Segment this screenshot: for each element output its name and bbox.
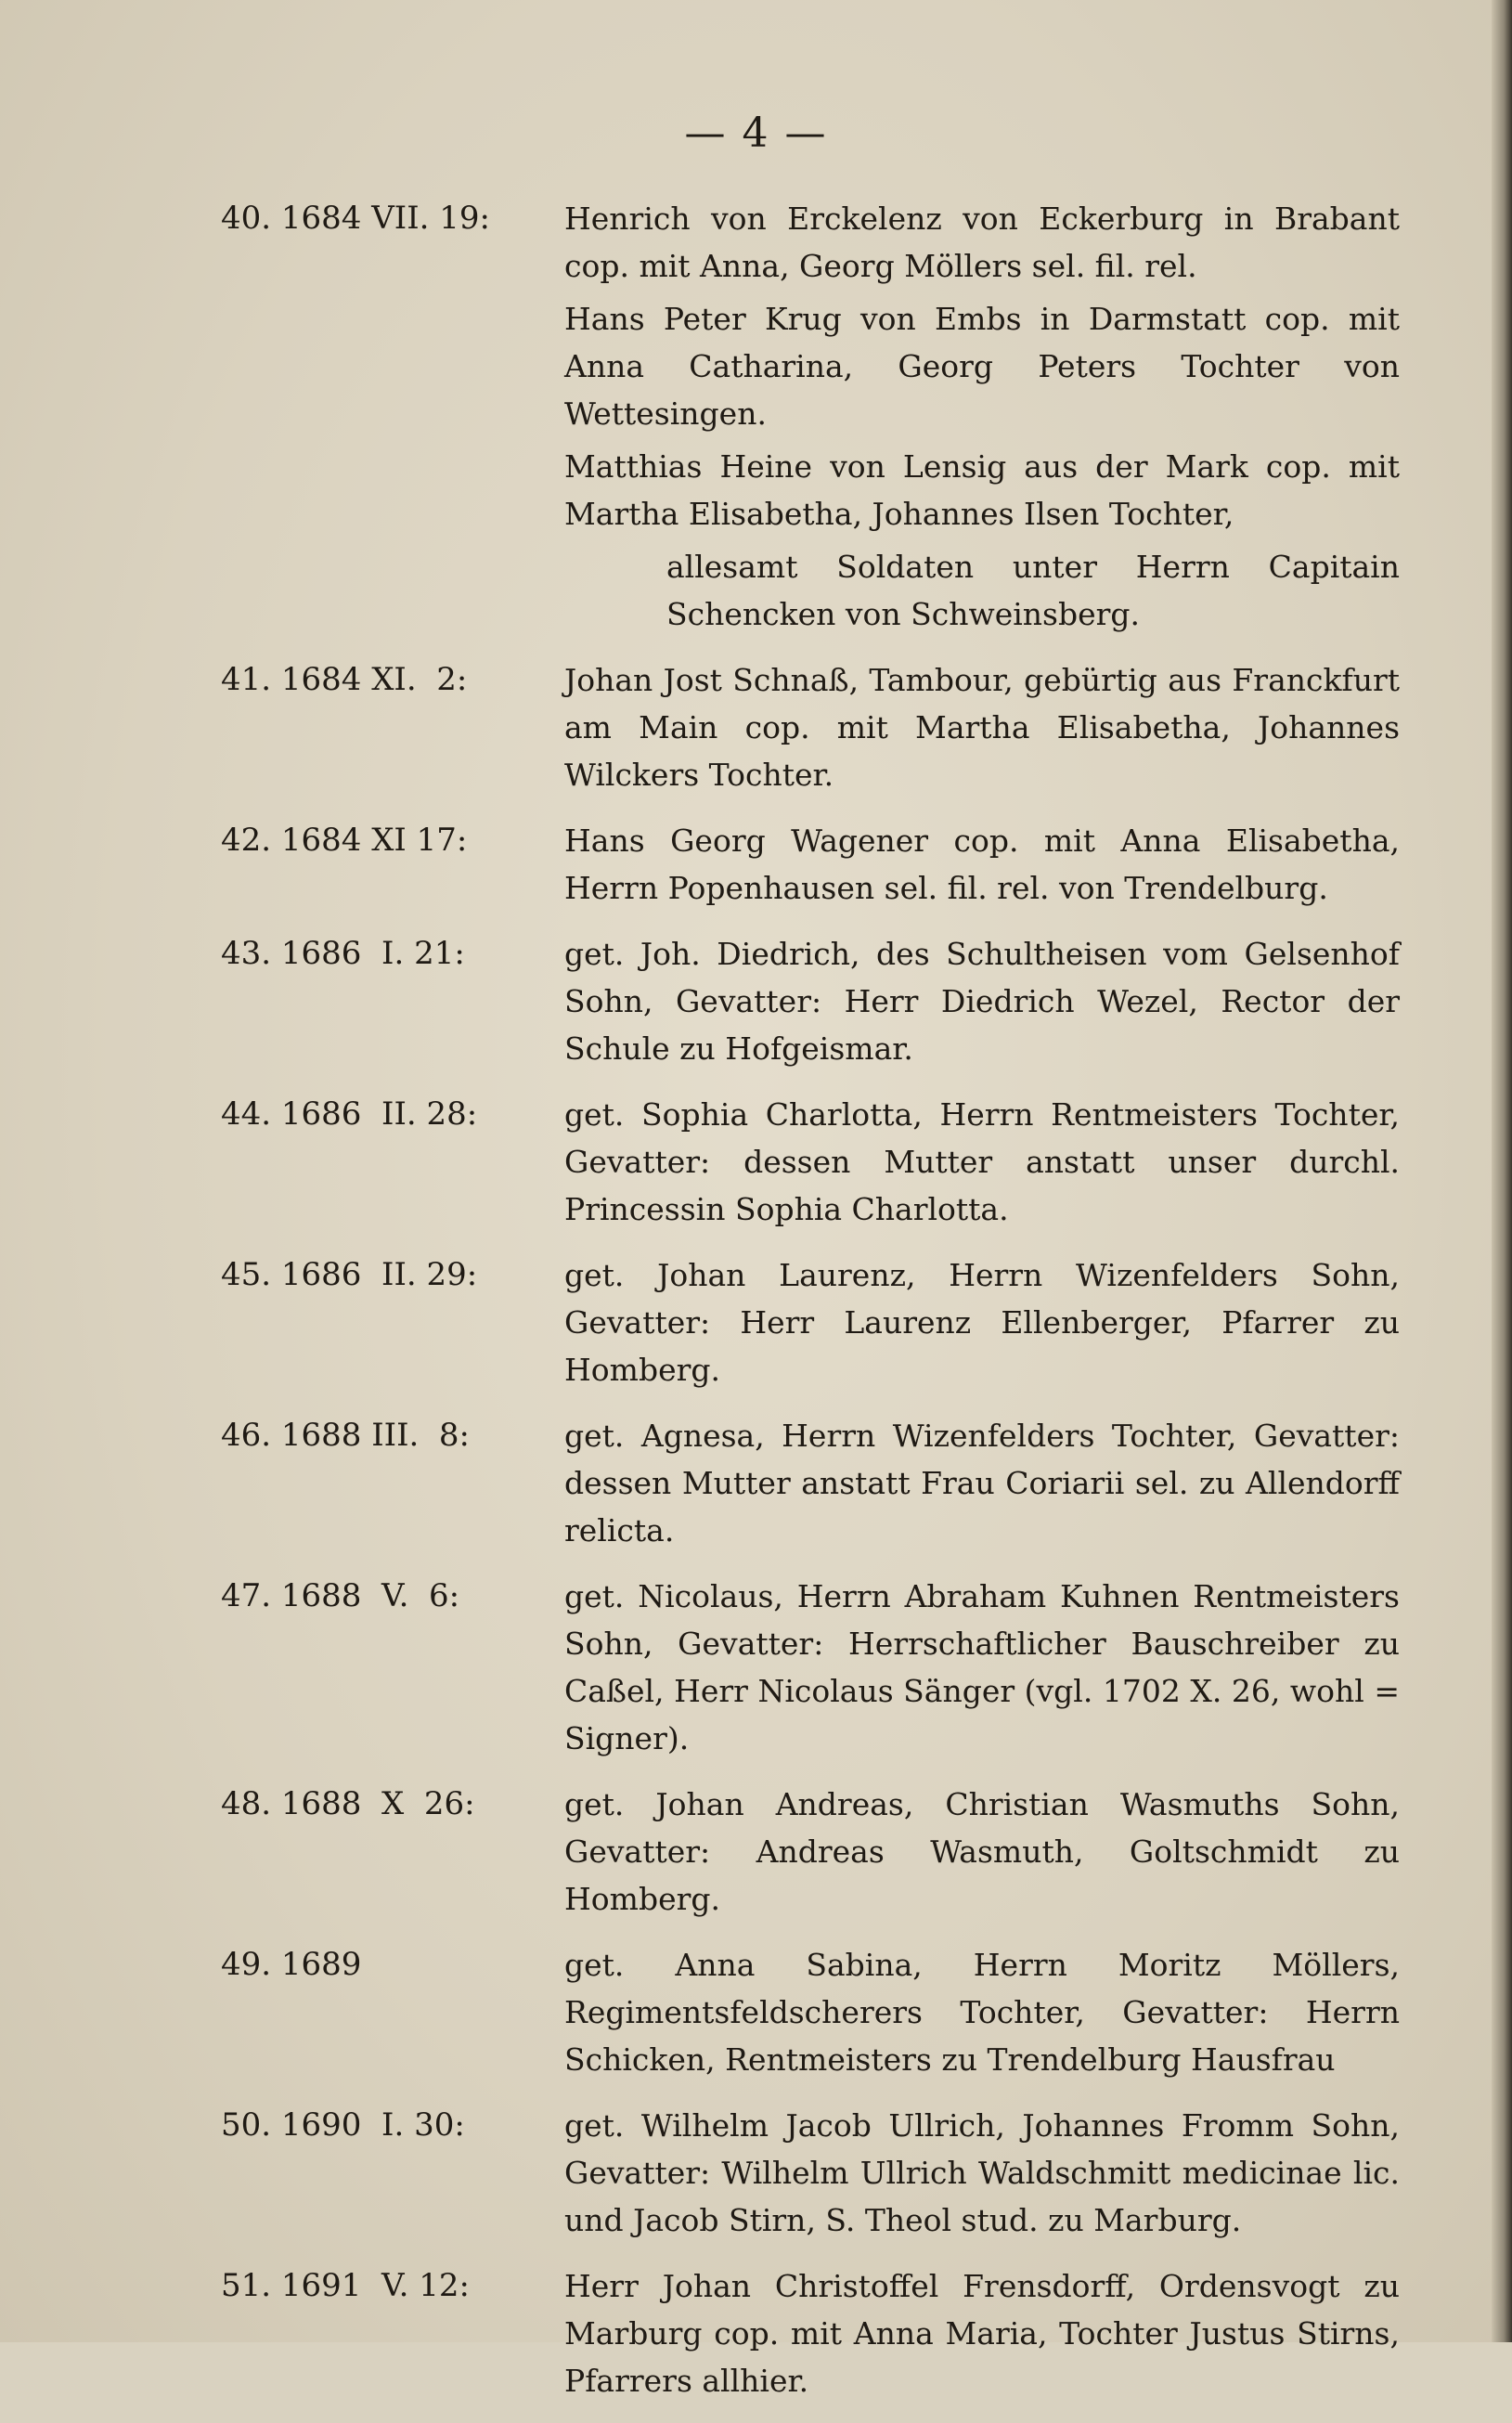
entry-paragraph: get. Agnesa, Herrn Wizenfelders Tochter, Gevatter: dessen Mutter anstatt Frau Coriarii sel. zu Allendorff relicta. (564, 1418, 1400, 1548)
entry-text (564, 2262, 1400, 2410)
entry-reference: 40. 1684 VII. 19: (221, 200, 490, 237)
entry-reference: 42. 1684 XI 17: (221, 822, 468, 859)
register-entry (221, 1573, 1409, 1768)
entry-reference: 50. 1690 I. 30: (221, 2106, 465, 2144)
entry-reference: 45. 1686 II. 29: (221, 1256, 478, 1293)
entry-paragraph: Henrich von Erckelenz von Eckerburg in Brabant cop. mit Anna, Georg Möllers sel. fil. rel. (564, 201, 1400, 284)
entry-reference: 44. 1686 II. 28: (221, 1095, 478, 1133)
entry-text (564, 930, 1400, 1078)
register-entry (221, 1091, 1409, 1238)
entry-reference: 48. 1688 X 26: (221, 1785, 475, 1822)
entry-reference: 47. 1688 V. 6: (221, 1577, 460, 1614)
entry-reference: 51. 1691 V. 12: (221, 2267, 470, 2304)
register-entry (221, 1251, 1409, 1399)
register-entry (221, 1412, 1409, 1560)
entry-reference: 43. 1686 I. 21: (221, 935, 465, 972)
entry-reference: 41. 1684 XI. 2: (221, 661, 468, 698)
entry-text (564, 1091, 1400, 1238)
entry-text (564, 1251, 1400, 1399)
entry-paragraph: get. Sophia Charlotta, Herrn Rentmeisters Tochter, Gevatter: dessen Mutter anstatt unser durchl. Princessin Sophia Charlotta. (564, 1096, 1400, 1227)
entry-paragraph: get. Johan Andreas, Christian Wasmuths Sohn, Gevatter: Andreas Wasmuth, Goltschmidt zu Homberg. (564, 1786, 1400, 1917)
entry-text (564, 195, 1400, 643)
entry-paragraph: get. Joh. Diedrich, des Schultheisen vom Gelsenhof Sohn, Gevatter: Herr Diedrich Wezel, Rector der Schule zu Hofgeismar. (564, 936, 1400, 1067)
register-entry (221, 2102, 1409, 2249)
entry-text (564, 1941, 1400, 2089)
entry-paragraph: get. Johan Laurenz, Herrn Wizenfelders Sohn, Gevatter: Herr Laurenz Ellenberger, Pfarrer zu Homberg. (564, 1257, 1400, 1388)
register-entry (221, 1781, 1409, 1928)
entry-text (564, 1412, 1400, 1560)
register-entry (221, 195, 1409, 643)
entry-paragraph: Hans Georg Wagener cop. mit Anna Elisabetha, Herrn Popenhausen sel. fil. rel. von Trendelburg. (564, 823, 1400, 906)
register-entry (221, 817, 1409, 917)
entry-paragraph: Matthias Heine von Lensig aus der Mark cop. mit Martha Elisabetha, Johannes Ilsen Tochter, (564, 448, 1400, 532)
entry-paragraph: Hans Peter Krug von Embs in Darmstatt cop. mit Anna Catharina, Georg Peters Tochter von Wettesingen. (564, 301, 1400, 432)
register-entry (221, 1941, 1409, 2089)
entry-paragraph: get. Wilhelm Jacob Ullrich, Johannes Fromm Sohn, Gevatter: Wilhelm Ullrich Waldschmitt medicinae lic. und Jacob Stirn, S. Theol stud. zu Marburg. (564, 2107, 1400, 2238)
entry-reference: 46. 1688 III. 8: (221, 1417, 471, 1454)
register-entry (221, 656, 1409, 804)
entry-text (564, 1781, 1400, 1928)
page-number: — 4 — (684, 110, 828, 157)
entry-text (564, 817, 1400, 917)
register-entry (221, 2262, 1409, 2410)
entry-paragraph: Herr Johan Christoffel Frensdorff, Ordensvogt zu Marburg cop. mit Anna Maria, Tochter Justus Stirns, Pfarrers allhier. (564, 2268, 1400, 2399)
register-entries (221, 195, 1409, 2423)
entry-text (564, 1573, 1400, 1768)
entry-note: allesamt Soldaten unter Herrn Capitain Schencken von Schweinsberg. (666, 549, 1400, 632)
page-binding-edge (1492, 0, 1512, 2342)
entry-text (564, 2102, 1400, 2249)
entry-reference: 49. 1689 (221, 1946, 362, 1983)
entry-text (564, 656, 1400, 804)
register-entry (221, 930, 1409, 1078)
entry-paragraph: get. Nicolaus, Herrn Abraham Kuhnen Rentmeisters Sohn, Gevatter: Herrschaftlicher Bauschreiber zu Caßel, Herr Nicolaus Sänger (vgl. 1702 X. 26, wohl = Signer). (564, 1578, 1400, 1756)
entry-paragraph: get. Anna Sabina, Herrn Moritz Möllers, Regimentsfeldscherers Tochter, Gevatter: Herrn Schicken, Rentmeisters zu Trendelburg Hausfrau (564, 1947, 1400, 2078)
entry-paragraph: Johan Jost Schnaß, Tambour, gebürtig aus Franckfurt am Main cop. mit Martha Elisabetha, Johannes Wilckers Tochter. (564, 662, 1400, 793)
